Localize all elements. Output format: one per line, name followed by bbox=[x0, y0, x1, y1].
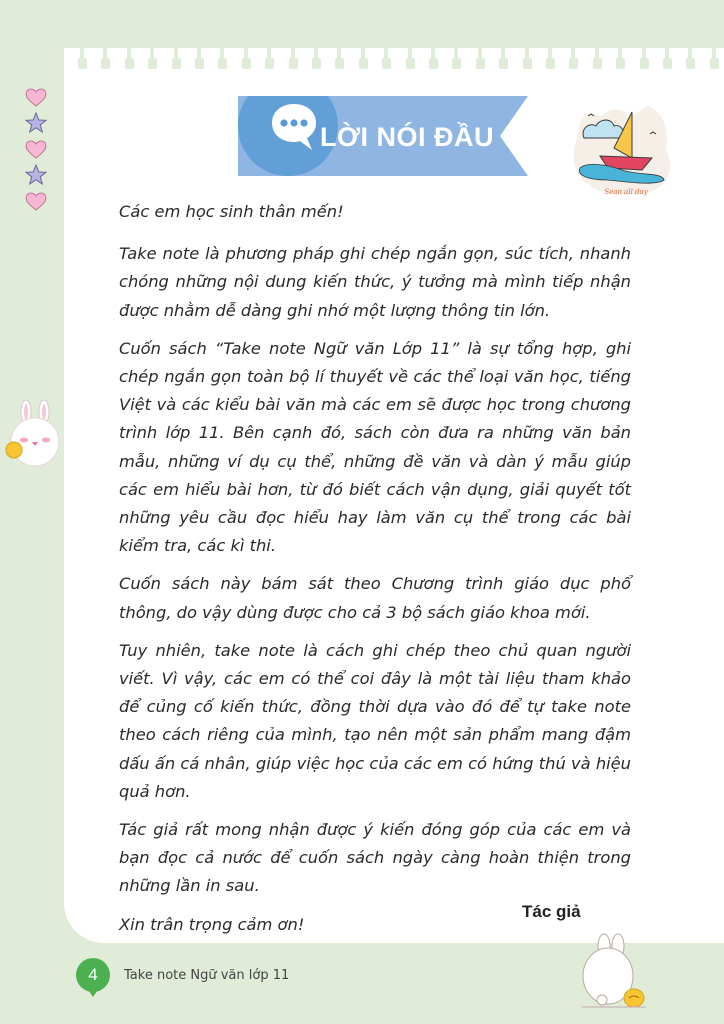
binding-ring bbox=[148, 48, 156, 72]
binding-ring bbox=[476, 48, 484, 72]
sailboat-sticker bbox=[566, 100, 686, 200]
binding-ring bbox=[172, 48, 180, 72]
binding-ring bbox=[78, 48, 86, 72]
page-title: LỜI NÓI ĐẦU bbox=[320, 122, 495, 152]
bunny-back-illustration bbox=[574, 930, 650, 1010]
title-banner bbox=[238, 96, 528, 176]
paragraph: Tác giả rất mong nhận được ý kiến đóng góp của các em và bạn đọc cả nước để cuốn sách ngày càng hoàn thiện trong những lần in sau. bbox=[119, 820, 631, 896]
star-icon bbox=[24, 112, 48, 134]
binding-ring bbox=[195, 48, 203, 72]
binding-ring bbox=[710, 48, 718, 72]
bunny-illustration bbox=[2, 398, 62, 474]
binding-ring bbox=[359, 48, 367, 72]
paragraph: Take note là phương pháp ghi chép ngắn gọn, súc tích, nhanh chóng những nội dung kiến thức, ý tưởng mà mình tiếp nhận được nhằm dễ dàng ghi nhớ một lượng thông tin lớn. bbox=[119, 244, 631, 320]
heart-icon bbox=[24, 86, 48, 108]
binding-ring bbox=[335, 48, 343, 72]
signature: Tác giả bbox=[522, 902, 581, 921]
paragraph: Cuốn sách “Take note Ngữ văn Lớp 11” là sự tổng hợp, ghi chép ngắn gọn toàn bộ lí thuyết về các thể loại văn học, tiếng Việt và các kiểu bài văn mà các em sẽ được học trong chương trình lớp 11. Bên cạnh đó, sách còn đưa ra những văn bản mẫu, những ví dụ cụ thể, những đề văn và dàn ý mẫu giúp các em hiểu bài hơn, từ đó biết cách vận dụng, giải quyết tốt những yêu cầu đọc hiểu hay làm văn cụ thể trong các bài kiểm tra, các kì thi. bbox=[119, 338, 631, 556]
binding-ring bbox=[523, 48, 531, 72]
binding-ring bbox=[406, 48, 414, 72]
binding-ring bbox=[686, 48, 694, 72]
star-icon bbox=[24, 164, 48, 186]
binding-ring bbox=[101, 48, 109, 72]
book-title: Take note Ngữ văn lớp 11 bbox=[124, 967, 290, 983]
heart-icon bbox=[24, 138, 48, 160]
binding-ring bbox=[265, 48, 273, 72]
chat-bubble-icon bbox=[270, 102, 320, 154]
binding-ring bbox=[382, 48, 390, 72]
binding-ring bbox=[593, 48, 601, 72]
binding-ring bbox=[312, 48, 320, 72]
paragraph: Tuy nhiên, take note là cách ghi chép theo chủ quan người viết. Vì vậy, các em có thể coi đây là một tài liệu tham khảo để củng cố kiến thức, đồng thời dựa vào đó để tự take note theo cách riêng của mình, tạo nên một sản phẩm mang đậm dấu ấn cá nhân, giúp việc học của các em có hứng thú và hiệu quả hơn. bbox=[119, 640, 631, 801]
binding-ring bbox=[452, 48, 460, 72]
binding-ring bbox=[569, 48, 577, 72]
binding-ring bbox=[289, 48, 297, 72]
binding-ring bbox=[242, 48, 250, 72]
preface-body bbox=[119, 198, 631, 949]
side-decorations bbox=[22, 86, 50, 212]
closing: Xin trân trọng cảm ơn! bbox=[119, 914, 305, 934]
heart-icon bbox=[24, 190, 48, 212]
binding-ring bbox=[616, 48, 624, 72]
binding-ring bbox=[125, 48, 133, 72]
notebook-binding bbox=[64, 48, 724, 72]
paragraph: Cuốn sách này bám sát theo Chương trình giáo dục phổ thông, do vậy dùng được cho cả 3 bộ sách giáo khoa mới. bbox=[119, 574, 631, 622]
sticker-caption: Sean all day bbox=[604, 188, 648, 196]
binding-ring bbox=[499, 48, 507, 72]
binding-ring bbox=[546, 48, 554, 72]
page-footer bbox=[76, 958, 289, 992]
binding-ring bbox=[218, 48, 226, 72]
binding-ring bbox=[640, 48, 648, 72]
greeting: Các em học sinh thân mến! bbox=[119, 202, 344, 221]
page-number-badge: 4 bbox=[76, 958, 110, 992]
binding-ring bbox=[429, 48, 437, 72]
binding-ring bbox=[663, 48, 671, 72]
